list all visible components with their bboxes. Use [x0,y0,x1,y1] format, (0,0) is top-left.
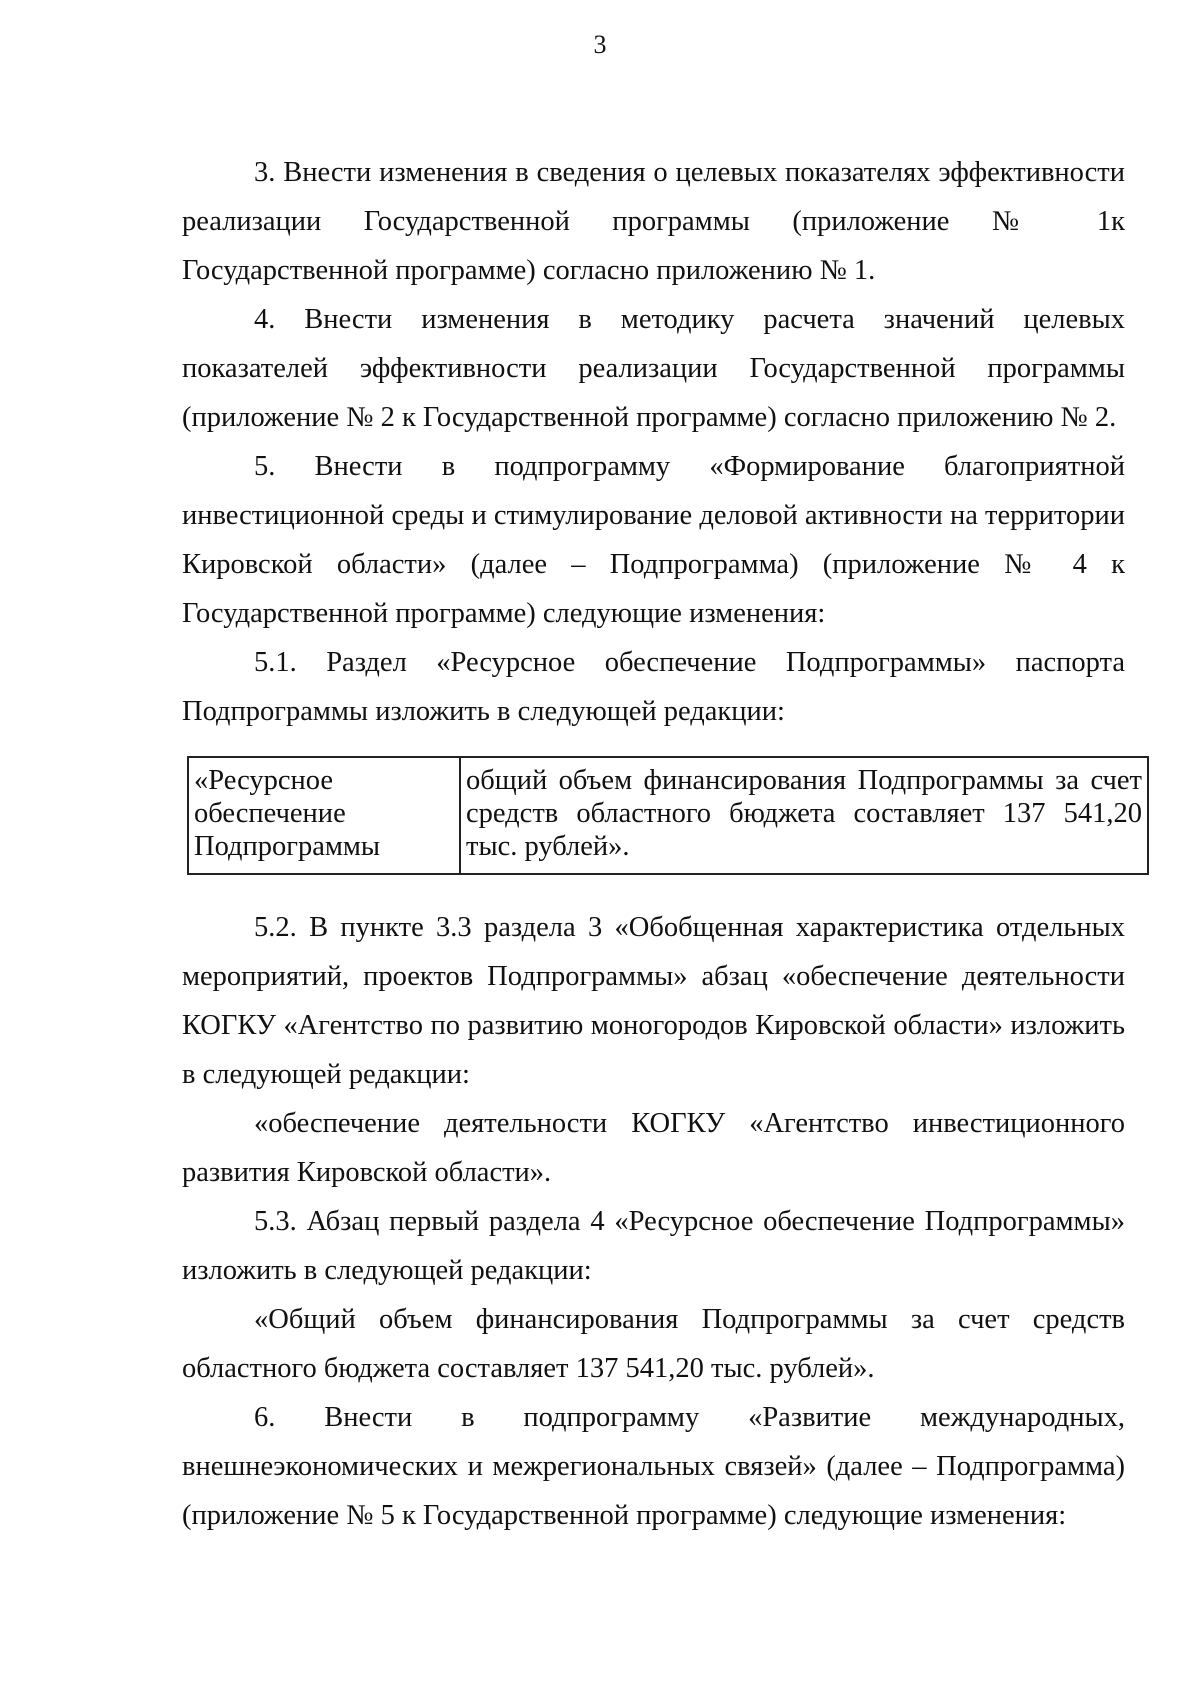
table-row [188,757,1148,874]
table-label-line: «Ресурсное [194,765,334,796]
paragraph-5: 5. Внести в подпрограмму «Формирование благоприятной инвестиционной среды и стимулирование деловой активности на территории Кировской области» (далее – Подпрограмма) (приложение № 4 к Государственной программе) следующие изменения: [182,451,1125,629]
paragraph-5-3-quote: «Общий объем финансирования Подпрограммы за счет средств областного бюджета составляет 137 541,20 тыс. рублей». [182,1304,1125,1384]
page-number: 3 [593,30,607,59]
paragraph-3: 3. Внести изменения в сведения о целевых показателях эффективности реализации Государственной программы (приложение № 1к Государственной программе) согласно приложению № 1. [182,157,1125,286]
paragraph-5-3: 5.3. Абзац первый раздела 4 «Ресурсное обеспечение Подпрограммы» изложить в следующей редакции: [182,1206,1125,1286]
paragraph-6: 6. Внести в подпрограмму «Развитие международных, внешнеэкономических и межрегиональных связей» (далее – Подпрограмма) (приложение № 5 к Государственной программе) следующие изменения: [182,1402,1125,1531]
table-label-line: Подпрограммы [194,831,381,862]
resource-table [187,756,1149,875]
paragraph-5-2: 5.2. В пункте 3.3 раздела 3 «Обобщенная характеристика отдельных мероприятий, проектов Подпрограммы» абзац «обеспечение деятельности КОГКУ «Агентство по развитию моногородов Кировской области» изложить в следующей редакции: [182,912,1125,1090]
table-value-cell: общий объем финансирования Подпрограммы за счет средств областного бюджета составляет 137 541,20 тыс. рублей». [460,757,1148,874]
table-label-cell [188,757,460,874]
paragraph-5-2-quote: «обеспечение деятельности КОГКУ «Агентство инвестиционного развития Кировской области». [182,1108,1125,1188]
document-body [182,148,1142,1540]
paragraph-4: 4. Внести изменения в методику расчета значений целевых показателей эффективности реализации Государственной программы (приложение № 2 к Государственной программе) согласно приложению № 2. [182,304,1125,433]
table-label-line: обеспечение [194,798,346,829]
paragraph-5-1: 5.1. Раздел «Ресурсное обеспечение Подпрограммы» паспорта Подпрограммы изложить в следующей редакции: [182,647,1125,727]
